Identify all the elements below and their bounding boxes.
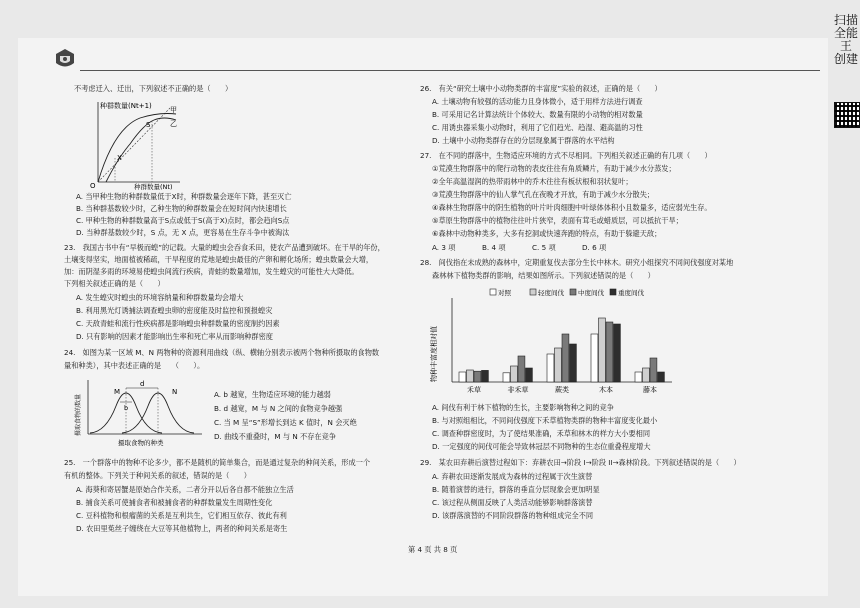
q28-option-d: D. 一定强度的间伐可能会导致林冠层不同物种的生态位重叠程度增大 bbox=[432, 442, 651, 451]
q23-line-4: 下列相关叙述正确的是（ ） bbox=[64, 279, 165, 288]
q25-option-a: A. 海葵和寄居蟹是原始合作关系，二者分开以后各自都不能独立生活 bbox=[76, 485, 294, 494]
q29-option-d: D. 该群落演替的不同阶段群落的物种组成完全不同 bbox=[432, 511, 594, 520]
q27-option-d: D. 6 项 bbox=[582, 243, 607, 252]
school-logo bbox=[54, 48, 76, 70]
q28-bar-3-3 bbox=[614, 324, 621, 382]
q29-option-a: A. 弃耕农田逐渐发展成为森林的过程属于次生演替 bbox=[432, 472, 593, 481]
q22-curve-yi: 乙 bbox=[170, 120, 177, 128]
q22-point-x: X bbox=[117, 154, 122, 162]
q24-label-n: N bbox=[172, 388, 178, 396]
q27-option-a: A. 3 项 bbox=[432, 243, 456, 252]
q28-legend-swatch bbox=[570, 289, 576, 295]
q28-bar-3-0 bbox=[591, 334, 598, 382]
q22-point-s: S bbox=[146, 121, 151, 129]
q28-bar-1-0 bbox=[503, 373, 510, 382]
q24-option-c: C. 当 M 呈“S”形增长到达 K 值时，N 会灭绝 bbox=[214, 418, 357, 427]
q25-line-1: 25. 一个群落中的物种不论多少，都不是随机的简单集合，而是通过复杂的种间关系，形成一个 bbox=[64, 458, 371, 467]
q28-category-label: 蕨类 bbox=[555, 386, 569, 394]
q28-bar-4-3 bbox=[658, 372, 665, 382]
q28-bar-2-3 bbox=[570, 344, 577, 382]
q27-stem: 27. 在不同的群落中，生物适应环境的方式不尽相同。下列相关叙述正确的有几项（ ） bbox=[420, 151, 712, 160]
q22-xlabel: 种群数量(Nt) bbox=[134, 183, 173, 191]
q28-bar-4-1 bbox=[643, 368, 650, 382]
q28-legend-swatch bbox=[610, 289, 616, 295]
q28-bar-2-2 bbox=[562, 334, 569, 382]
q23-line-3: 加：而阴湿多雨的环境易使蝗虫间流行疾病，青蛙的数量增加，发生蝗灾的可能性大大降低。 bbox=[64, 267, 359, 276]
q24-label-b: b bbox=[124, 404, 129, 412]
q26-option-d: D. 土壤中小动物类群存在的分层现象属于群落的水平结构 bbox=[432, 136, 615, 145]
q28-bar-0-0 bbox=[459, 372, 466, 382]
q24-line-1: 24. 如图为某一区域 M、N 两物种的资源利用曲线（纵、横轴分别表示被两个物种所摄取的食物数 bbox=[64, 348, 380, 357]
q27-item-2: ②全年高温湿润的热带雨林中的乔木往往有板状根和羽状复叶； bbox=[432, 177, 633, 186]
q28-bar-1-1 bbox=[511, 366, 518, 382]
q28-bar-1-2 bbox=[518, 356, 525, 382]
q22-population-graph bbox=[84, 98, 184, 190]
q28-legend-label: 中度间伐 bbox=[578, 289, 604, 297]
q28-line-2: 森林林下植物类群的影响，结果如图所示。下列叙述错误的是（ ） bbox=[432, 271, 655, 280]
q28-bar-4-2 bbox=[650, 358, 657, 382]
q22-option-b: B. 当种群基数较少时，乙种生物的种群数量会在短时间内快速增长 bbox=[76, 204, 287, 213]
q23-option-b: B. 利用黑光灯诱捕法调查蝗虫卵的密度能及时监控和预报蝗灾 bbox=[76, 306, 273, 315]
q28-bar-0-3 bbox=[482, 370, 489, 382]
q28-bar-4-0 bbox=[635, 372, 642, 382]
qr-code-icon bbox=[834, 102, 860, 128]
q28-category-label: 禾草 bbox=[467, 386, 481, 394]
q28-ylabel: 物种丰富度相对值 bbox=[430, 326, 438, 382]
q28-bar-0-2 bbox=[474, 371, 481, 382]
q27-item-5: ⑤草原生物群落中的植物往往叶片狭窄，表面有茸毛或蜡质层，可以抵抗干旱； bbox=[432, 216, 683, 225]
q23-option-d: D. 只有影响的因素才能影响出生率和死亡率从而影响种群密度 bbox=[76, 332, 273, 341]
q25-option-d: D. 农田里菟丝子缠绕在大豆等其他植物上，两者的种间关系是寄生 bbox=[76, 524, 288, 533]
q22-ylabel: 种群数量(Nt+1) bbox=[100, 102, 152, 110]
q26-stem: 26. 有关“研究土壤中小动物类群的丰富度”实验的叙述，正确的是（ ） bbox=[420, 84, 662, 93]
q24-option-d: D. 曲线不重叠时，M 与 N 不存在竞争 bbox=[214, 432, 336, 441]
q27-option-b: B. 4 项 bbox=[482, 243, 506, 252]
q28-bar-0-1 bbox=[467, 370, 474, 382]
q27-item-6: ⑥森林中动物种类多，大多有挖洞或快速奔跑的特点，有助于躲避天敌； bbox=[432, 229, 662, 238]
q24-label-d: d bbox=[140, 380, 145, 388]
q28-category-label: 藤本 bbox=[643, 386, 657, 394]
q29-option-b: B. 随着演替的进行，群落的垂直分层现象会更加明显 bbox=[432, 485, 600, 494]
q29-option-c: C. 该过程从侧面反映了人类活动能够影响群落演替 bbox=[432, 498, 593, 507]
q28-category-label: 非禾草 bbox=[507, 386, 529, 394]
q27-item-3: ③荒漠生物群落中的仙人掌气孔在夜晚才开放，有助于减少水分散失； bbox=[432, 190, 655, 199]
q23-option-c: C. 天敌青蛙和流行性疾病都是影响蝗虫种群数量的密度制约因素 bbox=[76, 319, 280, 328]
q28-bar-chart bbox=[430, 286, 680, 400]
q28-bar-3-2 bbox=[606, 322, 613, 382]
q28-legend-label: 重度间伐 bbox=[618, 289, 644, 297]
q22-origin: O bbox=[90, 182, 96, 190]
q24-label-m: M bbox=[114, 388, 121, 396]
q23-line-2: 土壤变得坚实，地面植被稀疏，干旱程度的荒地是蝗虫最佳的产卵和孵化场所；蝗虫数量会大增， bbox=[64, 255, 374, 264]
header-rule bbox=[80, 70, 820, 71]
q24-resource-graph bbox=[76, 376, 206, 448]
q25-option-c: C. 豆科植物和根瘤菌的关系是互利共生，它们相互依存、彼此有利 bbox=[76, 511, 287, 520]
q28-bar-3-1 bbox=[599, 318, 606, 382]
q28-legend-swatch bbox=[490, 289, 496, 295]
q28-option-c: C. 调查种群密度时，为了使结果准确，禾草和林木的样方大小要相同 bbox=[432, 429, 651, 438]
q28-bar-1-3 bbox=[526, 368, 533, 382]
q28-line-1: 28. 间伐指在未成熟的森林中，定期重复伐去部分生长中林木。研究小组探究不同间伐强度对某地 bbox=[420, 258, 734, 267]
q28-option-b: B. 与对照组相比，不同间伐强度下禾草植物类群的物种丰富度变化最小 bbox=[432, 416, 658, 425]
q25-line-2: 有机的整体。下列关于种间关系的叙述，错误的是（ ） bbox=[64, 471, 251, 480]
q23-option-a: A. 发生蝗灾时蝗虫的环境容纳量和种群数量均会增大 bbox=[76, 293, 244, 302]
q22-option-a: A. 当甲种生物的种群数量低于X时，种群数量会逐年下降，甚至灭亡 bbox=[76, 192, 292, 201]
q22-stem: 不考虑迁入、迁出，下列叙述不正确的是（ ） bbox=[74, 84, 233, 93]
q28-legend-label: 轻度间伐 bbox=[538, 289, 564, 297]
q27-option-c: C. 5 项 bbox=[532, 243, 556, 252]
q23-line-1: 23. 我国古书中有“早极而蝗”的记载。大量的蝗虫会吞食禾田，使农产品遭到破坏。在干旱的年份， bbox=[64, 243, 385, 252]
q25-option-b: B. 捕食关系可使捕食者和被捕食者的种群数量发生周期性变化 bbox=[76, 498, 273, 507]
q28-legend-label: 对照 bbox=[498, 289, 511, 297]
q28-option-a: A. 间伐有利于林下植物的生长，主要影响物种之间的竞争 bbox=[432, 403, 614, 412]
q24-ylabel: 摄取食物的数量 bbox=[75, 393, 82, 436]
q24-xlabel: 摄取食物的种类 bbox=[118, 439, 164, 447]
q29-stem: 29. 某农田弃耕后演替过程如下：弃耕农田→阶段 I→阶段 II→森林阶段。下列叙述错误的是（ ） bbox=[420, 458, 741, 467]
q26-option-b: B. 可采用记名计算法统计个体较大、数量有限的小动物的相对数量 bbox=[432, 110, 643, 119]
q28-category-label: 木本 bbox=[599, 386, 613, 394]
q24-line-2: 量和种类），其中表述正确的是 （ ）。 bbox=[64, 361, 205, 370]
q27-item-4: ④森林生物群落中的阴生植物的叶片叶肉细胞中叶绿体体积小且数量多，适应弱光生存。 bbox=[432, 203, 712, 212]
q22-curve-jia: 甲 bbox=[170, 106, 177, 114]
q24-option-a: A. b 越宽，生物适应环境的能力越弱 bbox=[214, 390, 331, 399]
q22-option-d: D. 当种群基数较少时，S 点，无 X 点，更容易在生存斗争中被淘汰 bbox=[76, 228, 290, 237]
scanner-watermark: 扫描全能王 创建 bbox=[834, 13, 859, 66]
q27-item-1: ①荒漠生物群落中的爬行动物的表皮往往有角质鳞片，有助于减少水分蒸发； bbox=[432, 164, 676, 173]
q28-bar-2-0 bbox=[547, 354, 554, 382]
q26-option-a: A. 土壤动物有较强的活动能力且身体微小，适于用样方法进行调查 bbox=[432, 97, 643, 106]
q28-legend-swatch bbox=[530, 289, 536, 295]
page-footer: 第 4 页 共 8 页 bbox=[408, 545, 458, 554]
q26-option-c: C. 用诱虫器采集小动物时，利用了它们趋光、趋湿、避高温的习性 bbox=[432, 123, 643, 132]
q24-option-b: B. d 越宽，M 与 N 之间的食物竞争越强 bbox=[214, 404, 343, 413]
q22-option-c: C. 甲种生物的种群数量高于S点或低于S(高于X)点时，都会趋向S点 bbox=[76, 216, 290, 225]
q28-bar-2-1 bbox=[555, 348, 562, 382]
